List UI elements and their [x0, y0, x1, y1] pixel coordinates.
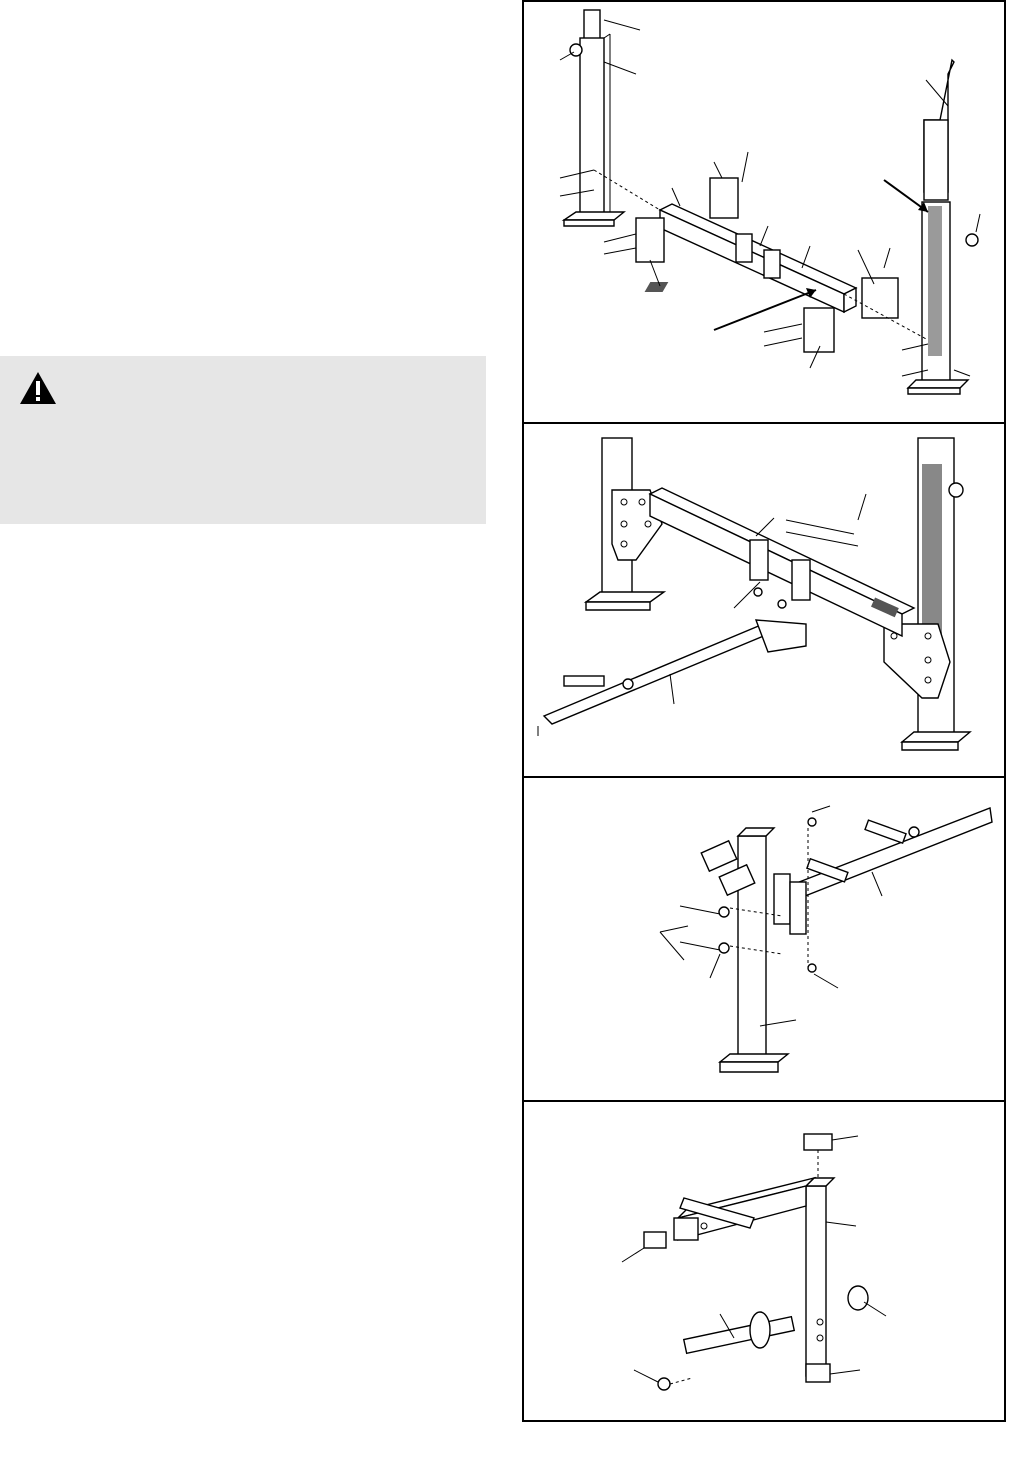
knob: [658, 1378, 670, 1390]
crossbar: [650, 488, 914, 636]
bracket-top-left: [710, 178, 738, 218]
front-post: [701, 828, 788, 1072]
bracket-bottom-center: [804, 308, 834, 352]
leg-rail: [538, 620, 806, 736]
pad-shaft: [684, 1312, 795, 1353]
lever-post: [806, 1178, 834, 1376]
right-post: [884, 438, 970, 750]
figure-leg-rail-attachment: [522, 422, 1006, 778]
left-post: [586, 438, 664, 610]
end-cap-bottom: [806, 1364, 830, 1382]
warning-triangle-icon: [18, 370, 58, 406]
center-crossbar: [645, 204, 856, 312]
end-cap-left: [644, 1232, 666, 1248]
figure-front-post-attachment: [522, 776, 1006, 1102]
roller-cap: [848, 1286, 868, 1310]
leg-rail: [774, 808, 992, 934]
end-cap-top: [804, 1134, 832, 1150]
warning-box: [0, 356, 486, 524]
right-upright: [908, 60, 978, 394]
lever-arm: [674, 1178, 814, 1240]
bracket-right: [862, 278, 898, 318]
bracket-bottom-left: [636, 218, 664, 262]
figure-leg-lever-assembly: [522, 1100, 1006, 1422]
figure-frame-base-assembly: [522, 0, 1006, 424]
